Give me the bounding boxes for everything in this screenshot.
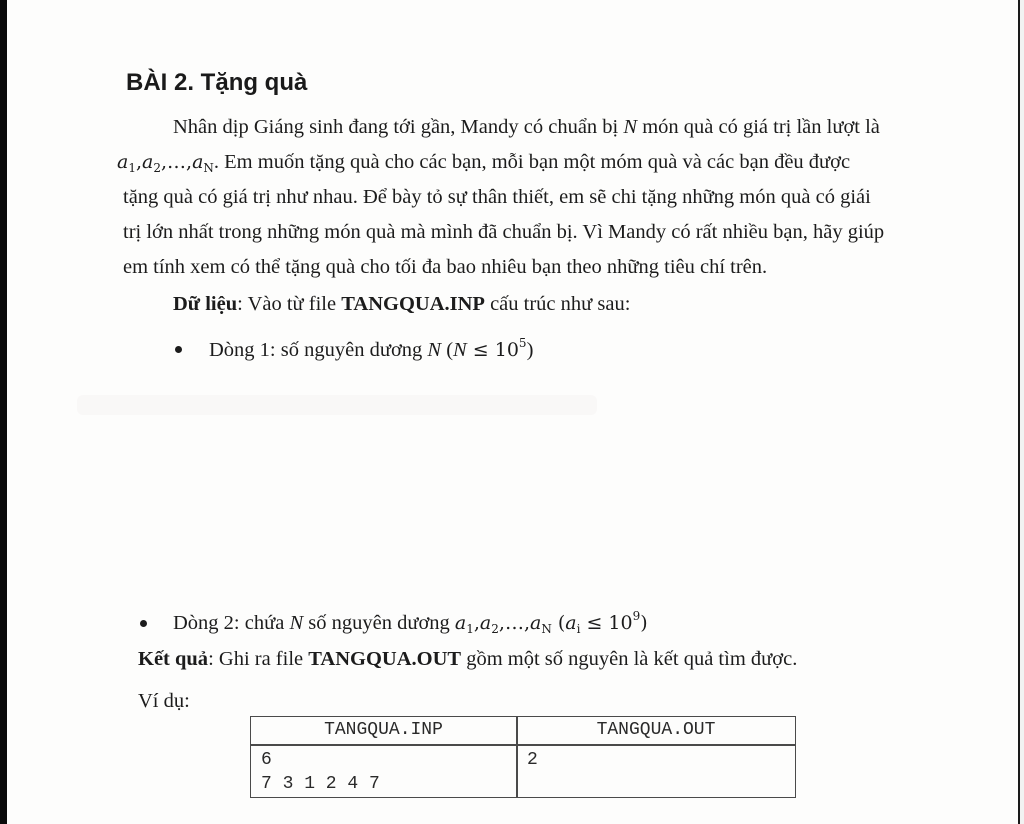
bullet-line-1: Dòng 1: số nguyên dương N $(N \le 10^5)$ (209, 336, 534, 361)
bullet-icon (140, 620, 147, 627)
table-cell-output-line-1: 2 (527, 750, 538, 770)
intro-line-1: Nhân dịp Giáng sinh đang tới gần, Mandy có chuẩn bị N món quà có giá trị lần lượt là (173, 116, 880, 138)
sequence-formula: $a_1,a_2,\dots,a_N$ (117, 151, 214, 175)
input-filename: TANGQUA.INP (341, 293, 485, 315)
table-header-output: TANGQUA.OUT (596, 720, 716, 740)
input-spec: Dữ liệu: Vào từ file TANGQUA.INP cấu trúc như sau: (173, 293, 631, 315)
output-spec: Kết quả: Ghi ra file TANGQUA.OUT gồm một số nguyên là kết quả tìm được. (138, 648, 798, 670)
problem-title: BÀI 2. Tặng quà (126, 69, 308, 96)
intro-line-3: tặng quà có giá trị như nhau. Để bày tỏ sự thân thiết, em sẽ chi tặng những món quà có giái (123, 186, 871, 208)
intro-line-4: trị lớn nhất trong những món quà mà mình đã chuẩn bị. Vì Mandy có rất nhiều bạn, hãy giúp (123, 221, 885, 243)
document-page (7, 0, 1018, 824)
table-cell-input-line-1: 6 (261, 750, 272, 770)
example-table (250, 716, 796, 798)
sequence-formula: $a_1,a_2,\dots,a_N$ $(a_i \le 10^9)$ (454, 609, 648, 636)
bullet-line-2: Dòng 2: chứa N số nguyên dương $a_1,a_2,\dots,a_N$ $(a_i \le 10^9)$ (173, 609, 648, 636)
output-filename: TANGQUA.OUT (308, 648, 462, 670)
bullet-icon (175, 346, 182, 353)
table-row-divider (251, 744, 795, 746)
table-header-input: TANGQUA.INP (324, 720, 443, 740)
example-label: Ví dụ: (138, 690, 190, 712)
scan-right-edge (1018, 0, 1024, 824)
intro-line-5: em tính xem có thể tặng quà cho tối đa bao nhiêu bạn theo những tiêu chí trên. (123, 256, 768, 278)
table-cell-input-line-2: 7 3 1 2 4 7 (261, 774, 380, 794)
scan-artifact (77, 395, 597, 415)
intro-line-2: $a_1,a_2,\dots,a_N$. Em muốn tặng quà cho các bạn, mỗi bạn một móm quà và các bạn đều được (117, 151, 851, 175)
